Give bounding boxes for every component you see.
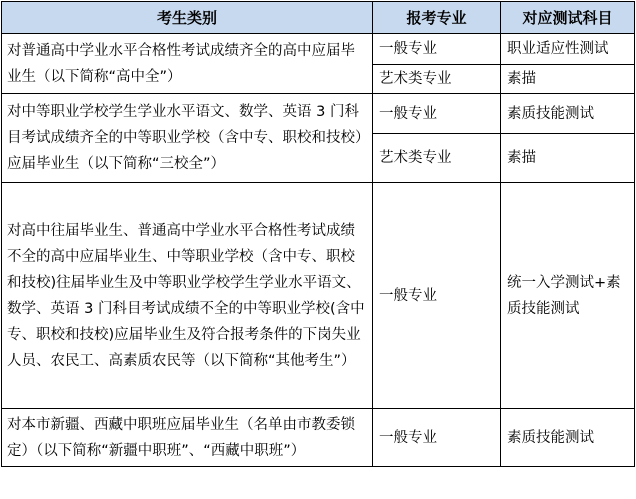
table-row (2, 183, 635, 409)
major-cell: 艺术类专业 (373, 65, 501, 94)
test-cell: 素描 (501, 65, 635, 94)
category-cell: 对普通高中学业水平合格性考试成绩齐全的高中应届毕业生（以下简称“高中全”） (2, 34, 373, 94)
table-header-row (2, 2, 635, 34)
test-cell: 统一入学测试+素质技能测试 (501, 183, 635, 409)
major-cell: 一般专业 (373, 94, 501, 134)
table-row (2, 94, 635, 134)
test-cell: 职业适应性测试 (501, 34, 635, 65)
major-cell: 一般专业 (373, 183, 501, 409)
header-major: 报考专业 (373, 2, 501, 34)
header-test: 对应测试科目 (501, 2, 635, 34)
test-cell: 素质技能测试 (501, 94, 635, 134)
table-row (2, 409, 635, 467)
major-cell: 一般专业 (373, 409, 501, 467)
exam-category-table (1, 1, 635, 467)
test-cell: 素质技能测试 (501, 409, 635, 467)
table-row (2, 34, 635, 65)
category-cell: 对高中往届毕业生、普通高中学业水平合格性考试成绩不全的高中应届毕业生、中等职业学校（含中专、职校和技校)往届毕业生及中等职业学校学生学业水平语文、数学、英语 3 门科目考试成绩不全的中等职业学校(含中专、职校和技校)应届毕业生及符合报考条件的下岗失业人员、农民工、高素质农民等（以下简称“其他考生”） (2, 183, 373, 409)
header-category: 考生类别 (2, 2, 373, 34)
category-cell: 对本市新疆、西藏中职班应届毕业生（名单由市教委锁定）（以下简称“新疆中职班”、“西藏中职班”） (2, 409, 373, 467)
test-cell: 素描 (501, 134, 635, 183)
major-cell: 艺术类专业 (373, 134, 501, 183)
major-cell: 一般专业 (373, 34, 501, 65)
category-cell: 对中等职业学校学生学业水平语文、数学、英语 3 门科目考试成绩齐全的中等职业学校（含中专、职校和技校）应届毕业生（以下简称“三校全”） (2, 94, 373, 183)
